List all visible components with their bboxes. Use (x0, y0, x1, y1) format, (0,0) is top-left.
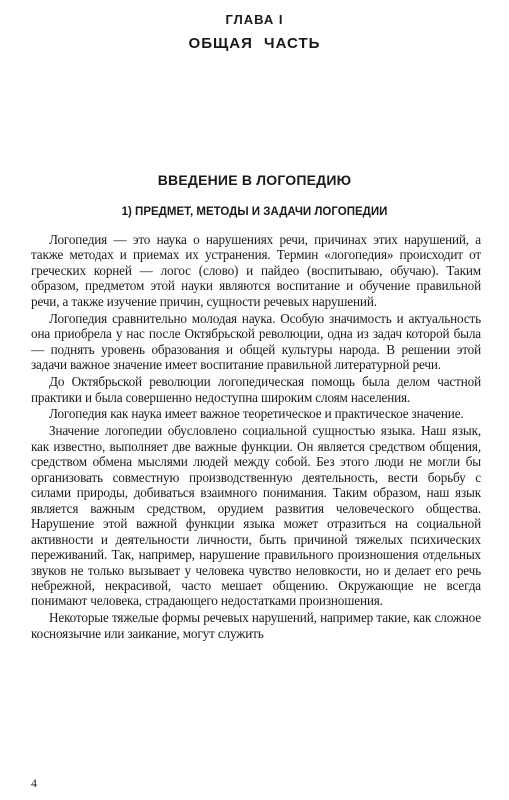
paragraph: Логопедия как наука имеет важное теоретическое и практическое значение. (49, 406, 464, 422)
paragraph: До Октябрьской революции логопедическая помощь была делом частной практики и была совершенно недоступна широким слоям населения. (31, 374, 481, 405)
paragraph: Значение логопедии обусловлено социальной сущностью языка. Наш язык, как известно, выполняет две важные функции. Он является средством общения, средством обмена мыслями людей между собой. Без этого люди не могли бы организовать совместную производственную деятельность, вести борьбу с силами природы, добиваться взаимного понимания. Таким образом, наш язык является важным средством, орудием развития человеческого общества. Нарушение этой важной функции языка может отразиться на социальной активности и деятельности личности, быть причиной тяжелых психических переживаний. Так, например, нарушение правильного произношения отдельных звуков не только вызывает у человека чувство неловкости, но и делает его речь небрежной, некрасивой, часто мешает общению. Окружающие не всегда понимают человека, страдающего недостатками произношения. (31, 423, 481, 609)
subsection-title: 1) ПРЕДМЕТ, МЕТОДЫ И ЗАДАЧИ ЛОГОПЕДИИ (121, 206, 388, 218)
paragraph: Некоторые тяжелые формы речевых нарушений, например такие, как сложное косноязычие или заикание, могут служить (31, 610, 481, 641)
paragraph: Логопедия — это наука о нарушениях речи, причинах этих нарушений, а также методах и приемах их устранения. Термин «логопедия» происходит от греческих корней — логос (слово) и пайдео (воспитываю, обучаю). Таким образом, предметом этой науки являются воспитание и обучение правильной речи, а также изучение причин, сущности речевых нарушений. (31, 232, 481, 309)
chapter-title: ОБЩАЯ ЧАСТЬ (188, 35, 321, 52)
body-text (31, 232, 481, 643)
chapter-number: ГЛАВА I (225, 12, 284, 27)
section-title: ВВЕДЕНИЕ В ЛОГОПЕДИЮ (157, 172, 352, 188)
page-number: 4 (31, 776, 37, 790)
paragraph: Логопедия сравнительно молодая наука. Особую значимость и актуальность она приобрела у нас после Октябрьской революции, одна из задач которой была — поднять уровень образования и общей культуры народа. В решении этой задачи важное значение имеет воспитание правильной литературной речи. (31, 310, 481, 373)
